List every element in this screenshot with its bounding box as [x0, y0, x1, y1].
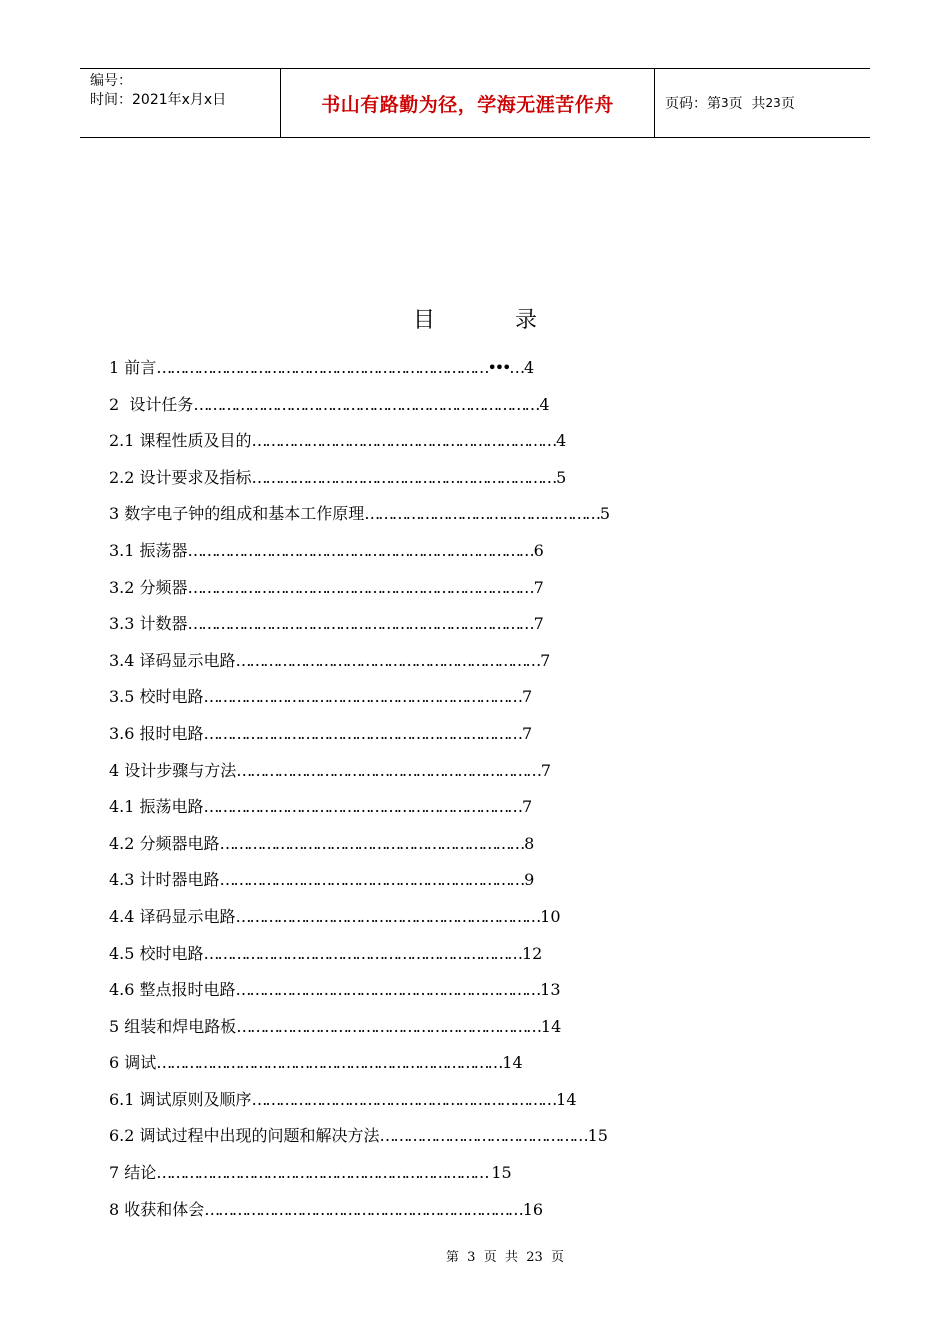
toc-entry-page: 16 — [522, 1199, 544, 1219]
toc-entry[interactable] — [109, 904, 610, 941]
toc-entry-label: 3.1 振荡器 — [109, 540, 188, 560]
toc-entry-leader: ………………………………………………………… — [236, 760, 540, 780]
toc-entry[interactable] — [109, 1160, 610, 1197]
toc-entry-label: 3.2 分频器 — [109, 577, 188, 597]
toc-entry-leader: ………………………………………………………… — [251, 1089, 556, 1109]
page-suffix: 页 — [780, 96, 795, 112]
toc-entry-label: 4.3 计时器电路 — [109, 870, 220, 890]
toc-entry-leader: ………………………………………………………… — [219, 833, 524, 853]
toc-entry-leader: ………………………………………………………… — [235, 650, 540, 670]
toc-entry[interactable] — [109, 794, 610, 831]
toc-entry-page: 15 — [587, 1126, 608, 1146]
toc-entry-label: 6.1 调试原则及顺序 — [109, 1089, 252, 1109]
toc-entry[interactable] — [109, 538, 610, 575]
toc-entry[interactable] — [109, 428, 610, 465]
toc-entry-page: 7 — [521, 723, 533, 743]
toc-entry-label: 8 收获和体会 — [109, 1199, 205, 1219]
toc-entry[interactable] — [109, 1014, 610, 1051]
toc-entry-leader: …………………………………………… — [364, 504, 599, 524]
toc-entry[interactable] — [109, 758, 610, 795]
toc-entry-leader: …………………………………………………………… — [203, 723, 521, 743]
toc-entry-leader: …………………………………………………………… — [203, 797, 521, 817]
toc-entry-label: 3 数字电子钟的组成和基本工作原理 — [109, 504, 365, 524]
toc-entry-label: 3.4 译码显示电路 — [109, 650, 236, 670]
toc-entry-leader: ………………………………………………………………… — [193, 394, 539, 414]
toc-entry-page: 9 — [524, 870, 535, 890]
toc-entry-leader: ………………………………………………………………… — [187, 540, 533, 560]
toc-entry[interactable] — [109, 867, 610, 904]
page-prefix: 页码：第 — [665, 96, 721, 112]
toc-entry[interactable] — [109, 831, 610, 868]
toc-entry-leader: ………………………………………………………… — [236, 1016, 540, 1036]
toc-entry[interactable] — [109, 575, 610, 612]
toc-entry-page: 6 — [533, 540, 544, 560]
toc-entry-page: 7 — [540, 650, 551, 670]
page-footer: 第 3 页 共 23 页 — [445, 1250, 565, 1265]
toc-entry-page: 7 — [540, 760, 552, 780]
toc-entry[interactable] — [109, 611, 610, 648]
toc-entry-label: 5 组装和焊电路板 — [109, 1016, 237, 1036]
toc-entry[interactable] — [109, 355, 610, 392]
toc-entry-leader: …………………………………………………………… — [204, 1199, 522, 1219]
toc-entry-label: 4.2 分频器电路 — [109, 833, 220, 853]
toc-entry-leader: ………………………………………………………………•••… — [156, 358, 523, 377]
toc-entry[interactable] — [109, 721, 610, 758]
number-label: 编号： — [90, 73, 132, 89]
toc-entry-page: 14 — [540, 1016, 562, 1036]
toc-entry-page: 13 — [540, 980, 561, 1000]
toc-entry-page: 4 — [539, 394, 550, 414]
toc-entry-leader: ………………………………………………………… — [251, 467, 556, 487]
header-meta — [80, 69, 281, 137]
toc-entry-leader: ………………………………………………………… — [251, 431, 556, 451]
toc-entry-page: 10 — [540, 906, 561, 926]
toc-entry-leader: ………………………………………………………… — [219, 870, 524, 890]
toc-entry-leader: ……………………………………… — [379, 1126, 587, 1146]
toc-entry-page: 15 — [491, 1163, 512, 1183]
toc-entry-label: 7 结论 — [109, 1163, 157, 1183]
toc-entry-page: 14 — [556, 1089, 577, 1109]
toc-entry-page: 7 — [521, 687, 533, 707]
toc-entry[interactable] — [109, 977, 610, 1014]
page-total: 23 — [765, 96, 781, 110]
toc-entry-page: 7 — [533, 614, 544, 634]
toc-entry[interactable] — [109, 1197, 610, 1234]
toc-entry-page: 5 — [556, 467, 567, 487]
toc-entry-page: 5 — [599, 504, 611, 524]
toc-entry-label: 4.6 整点报时电路 — [109, 980, 236, 1000]
toc-entry-leader: ……………………………………………………………… — [156, 1163, 491, 1183]
toc-entry-leader: ………………………………………………………………… — [156, 1053, 502, 1073]
toc-entry[interactable] — [109, 941, 610, 978]
toc-entry-leader: ………………………………………………………………… — [187, 577, 533, 597]
toc-title — [0, 303, 950, 334]
page-current: 3 — [721, 96, 729, 110]
toc-entry-page: 7 — [533, 577, 544, 597]
toc-entry-label: 3.3 计数器 — [109, 614, 188, 634]
header-page-info — [655, 69, 870, 137]
toc-entry-label: 4.5 校时电路 — [109, 943, 204, 963]
page-header — [80, 68, 870, 138]
toc-entry-label: 2.1 课程性质及目的 — [109, 431, 252, 451]
toc-title-left: 目 — [412, 308, 435, 333]
toc-entry-leader: ………………………………………………………………… — [187, 614, 533, 634]
toc-entry-label: 3.6 报时电路 — [109, 723, 204, 743]
toc-entry[interactable] — [109, 1123, 610, 1160]
toc-title-right: 录 — [515, 308, 538, 333]
toc-entry-label: 2 设计任务 — [109, 394, 194, 414]
toc-entry-page: 8 — [524, 833, 535, 853]
toc-entry[interactable] — [109, 501, 610, 538]
header-motto: 书山有路勤为径，学海无涯苦作舟 — [281, 69, 655, 137]
toc-entry-leader: …………………………………………………………… — [203, 687, 521, 707]
toc-entry-leader: …………………………………………………………… — [203, 943, 521, 963]
toc-entry[interactable] — [109, 684, 610, 721]
toc-entry-label: 3.5 校时电路 — [109, 687, 204, 707]
toc-entry[interactable] — [109, 648, 610, 685]
toc-entry-page: 14 — [502, 1053, 523, 1073]
toc-entry-page: 4 — [524, 358, 535, 377]
toc-entry-label: 4.1 振荡电路 — [109, 797, 204, 817]
toc-entry-page: 12 — [521, 943, 543, 963]
toc-entry[interactable] — [109, 465, 610, 502]
toc-entry-label: 6 调试 — [109, 1053, 157, 1073]
toc-entry-label: 2.2 设计要求及指标 — [109, 467, 252, 487]
table-of-contents — [109, 355, 610, 1233]
toc-entry[interactable] — [109, 1087, 610, 1124]
toc-entry-label: 4.4 译码显示电路 — [109, 906, 236, 926]
time-label: 时间：2021年x月x日 — [90, 92, 227, 108]
toc-entry[interactable] — [109, 392, 610, 429]
toc-entry-page: 7 — [521, 797, 533, 817]
toc-entry-page: 4 — [556, 431, 567, 451]
toc-entry-label: 6.2 调试过程中出现的问题和解决方法 — [109, 1126, 380, 1146]
toc-entry-label: 4 设计步骤与方法 — [109, 760, 237, 780]
toc-entry-leader: ………………………………………………………… — [235, 906, 540, 926]
toc-entry-leader: ………………………………………………………… — [235, 980, 540, 1000]
toc-entry-label: 1 前言 — [109, 358, 157, 377]
toc-entry[interactable] — [109, 1050, 610, 1087]
page-mid: 页 共 — [728, 96, 766, 112]
